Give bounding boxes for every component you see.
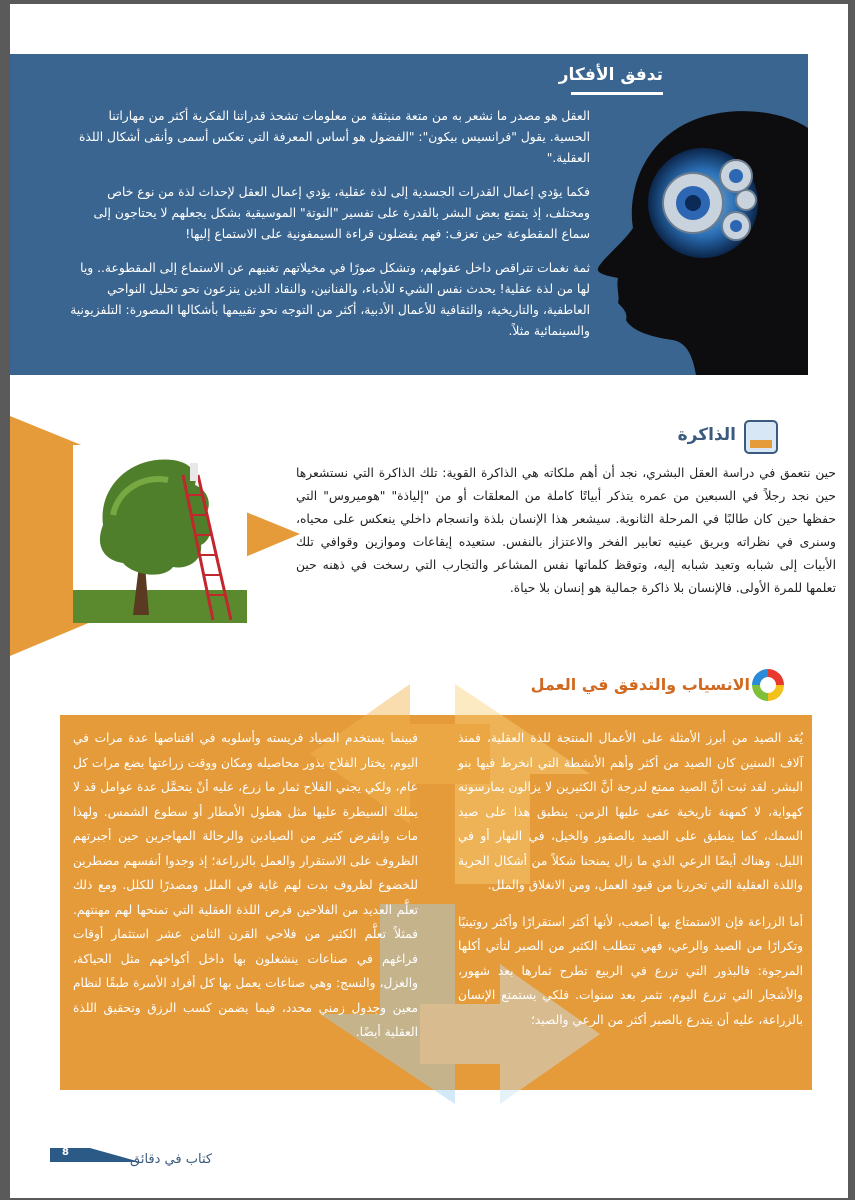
- flow-at-work-right-column: [458, 726, 803, 1044]
- paragraph: فكما يؤدي إعمال القدرات الجسدية إلى لذة عقلية، يؤدي إعمال العقل لإحداث لذة من نوع خاص ومختلف، إذ يتمتع بعض البشر بالقدرة على تفسير "النوتة" الموسيقية بشكل يجعلهم لا يحتاجون إلى سماع المقطوعة حين تعزف: فهم يفضلون قراءة السيمفونية على الاستماع إليها!: [93, 185, 590, 241]
- paragraph: العقل هو مصدر ما نشعر به من متعة منبثقة من معلومات تشحذ قدراتنا الفكرية أكثر من مهاراتنا الحسية. يقول "فرانسيس بيكون": "الفضول هو أساس المعرفة التي تعكس أسمى وأنقى أشكال اللذة العقلية.": [78, 109, 590, 165]
- section-title-memory: الذاكرة: [677, 425, 736, 445]
- flow-at-work-left-column: [73, 726, 418, 1057]
- title-underline: [571, 92, 663, 95]
- memory-text: حين نتعمق في دراسة العقل البشري، نجد أن أهم ملكاته هي الذاكرة القوية: تلك الذاكرة التي نستشعرها حين نجد رجلاً في السبعين من عمره يتذكر أبياتًا كاملة من المعلقات أو من "إلياذة" "هوميروس" التي حفظها حين كان طالبًا في المرحلة الثانوية. سيشعر هذا الإنسان بلذة وانسجام داخلي ينعكس على محياه، وسنرى في نظراته وبريق عينيه تعابير الفخر والاعتزاز بالنفس. ستعيده إيقاعات وموازين وقوافي تلك الأبيات إلى شبابه وتعيد شبابه إليه، وتوقظ كلماتها نفس المشاعر والتجارب التي رسخت في ذهنه حين تعلمها للمرة الأولى. فالإنسان بلا ذاكرة جمالية هو إنسان بلا حياة.: [296, 466, 836, 595]
- book-title: كتاب في دقائق: [130, 1152, 213, 1167]
- paragraph: يُعَد الصيد من أبرز الأمثلة على الأعمال المنتجة للذة العقلية، فمنذ آلاف السنين كان الصيد من أكثر وأهم الأنشطة التي انخرط فيها بنو البشر. لقد ثبت أنَّ الصيد ممتع لدرجة أنَّ الكثيرين لا يزالون يمارسونه كهواية، لا كمهنة تاريخية عفى عليها الزمن. ينطبق هذا على صيد السمك، كما ينطبق على الصيد بالصقور والخيل، في النهار أو في الليل. وهناك أيضًا الرعي الذي ما زال يمنحنا شكلاً من أشكال الحرية واللذة العقلية التي تحررنا من قيود العمل، ومن الانغلاق والملل.: [458, 731, 803, 892]
- section-title-flow-at-work: الانسياب والتدفق في العمل: [530, 675, 750, 694]
- paragraph: ثمة نغمات تتراقص داخل عقولهم، وتشكل صورًا في مخيلاتهم تغنيهم عن الاستماع إلى المقطوعة.. ويا لها من لذة عقلية! يحدث نفس الشيء للأدباء، والفنانين، والنقاد الذين ينزعون نحو تحليل النواحي العاطفية، والتاريخية، والثقافية للأعمال الأدبية، أكثر من التوجه نحو تقييمها بأشكالها المصورة: التلفزيونية والسينمائية مثلاً.: [70, 261, 590, 338]
- book-page: [10, 4, 848, 1198]
- tree-head-ladder-image: [73, 445, 247, 623]
- memory-card-icon: [742, 418, 780, 456]
- ideas-flow-panel: [10, 54, 808, 375]
- cycle-arrows-icon: [748, 665, 788, 705]
- paragraph: أما الزراعة فإن الاستمتاع بها أصعب، لأنها أكثر استقرارًا وأكثر روتينيًا وتكرارًا من الصيد والرعي، فهي تتطلب الكثير من الصبر لتأتي أكلها المرجوة: فالبذور التي تزرع في الربيع تطرح ثمارها بعد شهور، والأشجار التي تزرع اليوم، تثمر بعد سنوات. فلكي يستمتع الإنسان بالزراعة، عليه أن يتدرع بالصبر أكثر من الرعي والصيد؛: [458, 914, 803, 1027]
- section-title-ideas-flow: تدفق الأفكار: [558, 65, 663, 85]
- head-gears-image: [578, 108, 808, 375]
- page-number: 8: [62, 1147, 69, 1158]
- paragraph: فبينما يستخدم الصياد فريسته وأسلوبه في اقتناصها عدة مرات في اليوم، يختار الفلاح بذور محاصيله ومكان ووقت زراعتها بضع مرات كل عام، ولكي يجني الفلاح ثمار ما زرع، عليه أنْ يتحمَّل عدة عوامل قد لا يملك السيطرة عليها مثل هطول الأمطار أو سطوع الشمس. ولهذا مات وانقرض كثير من الصيادين والرحالة المهاجرين حين أجبرتهم الظروف على الاستقرار والعمل بالزراعة؛ إذ وجدوا أنفسهم مضطرين للخضوع لظروف بدت لهم غاية في الملل ومصدرًا للكلل. ومع ذلك تعلَّم العديد من الفلاحين فرص اللذة العقلية التي تمنحها لهم مهنتهم. فمثلاً تعلَّم الكثير من فلاحي القرن الثامن عشر استثمار أوقات فراغهم في صناعات ينشغلون بها داخل أكواخهم مثل الحياكة، والغزل، والنسج: وهي صناعات يعمل بها كل أفراد الأسرة طبقًا لنظام معين وجدول زمني محدد، فيما يضمن كسب الرزق وتحقيق اللذة العقلية أيضًا.: [73, 731, 418, 1039]
- ideas-flow-text: [70, 106, 590, 355]
